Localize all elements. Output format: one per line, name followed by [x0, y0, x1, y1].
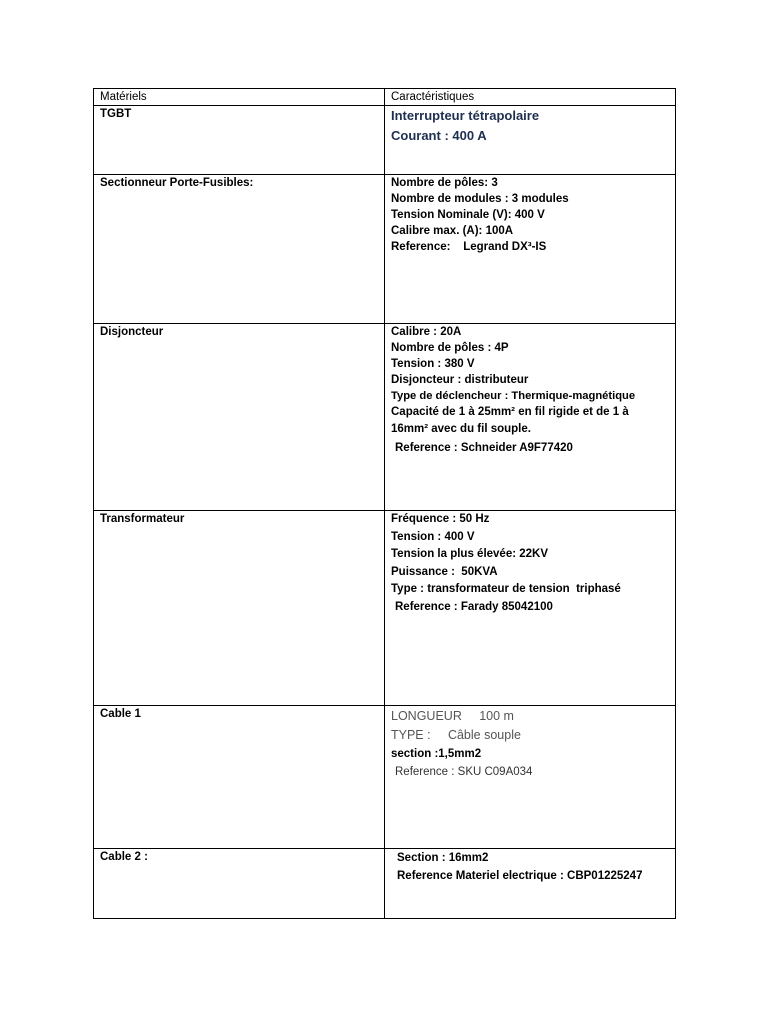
spec-line: Nombre de pôles : 4P	[391, 342, 509, 354]
spec-line: LONGUEUR 100 m	[391, 709, 514, 723]
spec-line: Reference : Schneider A9F77420	[395, 442, 573, 454]
spec-line: Reference : Farady 85042100	[395, 600, 553, 613]
spec-line: TYPE : Câble souple	[391, 728, 521, 742]
spec-line: Fréquence : 50 Hz	[391, 513, 490, 525]
spec-line: Tension Nominale (V): 400 V	[391, 209, 545, 221]
table-row-cable-2	[94, 849, 676, 919]
spec-line: Nombre de modules : 3 modules	[391, 193, 569, 205]
spec-line: Section : 16mm2	[397, 852, 489, 864]
spec-line: Reference Materiel electrique : CBP01225247	[397, 870, 643, 882]
spec-line: Tension la plus élevée: 22KV	[391, 548, 549, 560]
spec-line: Tension : 380 V	[391, 358, 475, 370]
header-materials: Matériels	[94, 89, 385, 106]
characteristics-cell	[385, 175, 676, 324]
characteristics-cell	[385, 849, 676, 919]
spec-line: Tension : 400 V	[391, 530, 475, 543]
spec-line: Interrupteur tétrapolaire	[391, 108, 540, 123]
spec-line: Calibre max. (A): 100A	[391, 225, 514, 237]
spec-line: Calibre : 20A	[391, 326, 462, 338]
spec-line: Type : transformateur de tension triphasé	[391, 583, 621, 595]
characteristics-cell	[385, 324, 676, 511]
table-row-tgbt	[94, 106, 676, 175]
materials-table	[93, 88, 676, 919]
material-cell: TGBT	[94, 106, 385, 175]
spec-line: Capacité de 1 à 25mm² en fil rigide et de 1 à 16mm² avec du fil souple.	[391, 406, 629, 435]
table-header-row	[94, 89, 676, 106]
spec-line: section :1,5mm2	[391, 748, 482, 760]
spec-line: Puissance : 50KVA	[391, 565, 498, 578]
material-cell: Disjoncteur	[94, 324, 385, 511]
spec-line: Reference : SKU C09A034	[395, 766, 533, 778]
material-cell: Sectionneur Porte-Fusibles:	[94, 175, 385, 324]
spec-line: Nombre de pôles: 3	[391, 177, 498, 189]
spec-line: Disjoncteur : distributeur	[391, 374, 529, 386]
table-row-sectionneur	[94, 175, 676, 324]
characteristics-cell	[385, 706, 676, 849]
table-row-disjoncteur	[94, 324, 676, 511]
characteristics-cell	[385, 511, 676, 706]
material-cell: Transformateur	[94, 511, 385, 706]
table-row-transformateur	[94, 511, 676, 706]
header-characteristics: Caractéristiques	[385, 89, 676, 106]
spec-line: Type de déclencheur : Thermique-magnétique	[391, 390, 636, 402]
material-cell: Cable 2 :	[94, 849, 385, 919]
spec-line: Courant : 400 A	[391, 128, 487, 143]
spec-line: Reference: Legrand DX³-IS	[391, 241, 547, 253]
table-row-cable-1	[94, 706, 676, 849]
characteristics-cell	[385, 106, 676, 175]
material-cell: Cable 1	[94, 706, 385, 849]
